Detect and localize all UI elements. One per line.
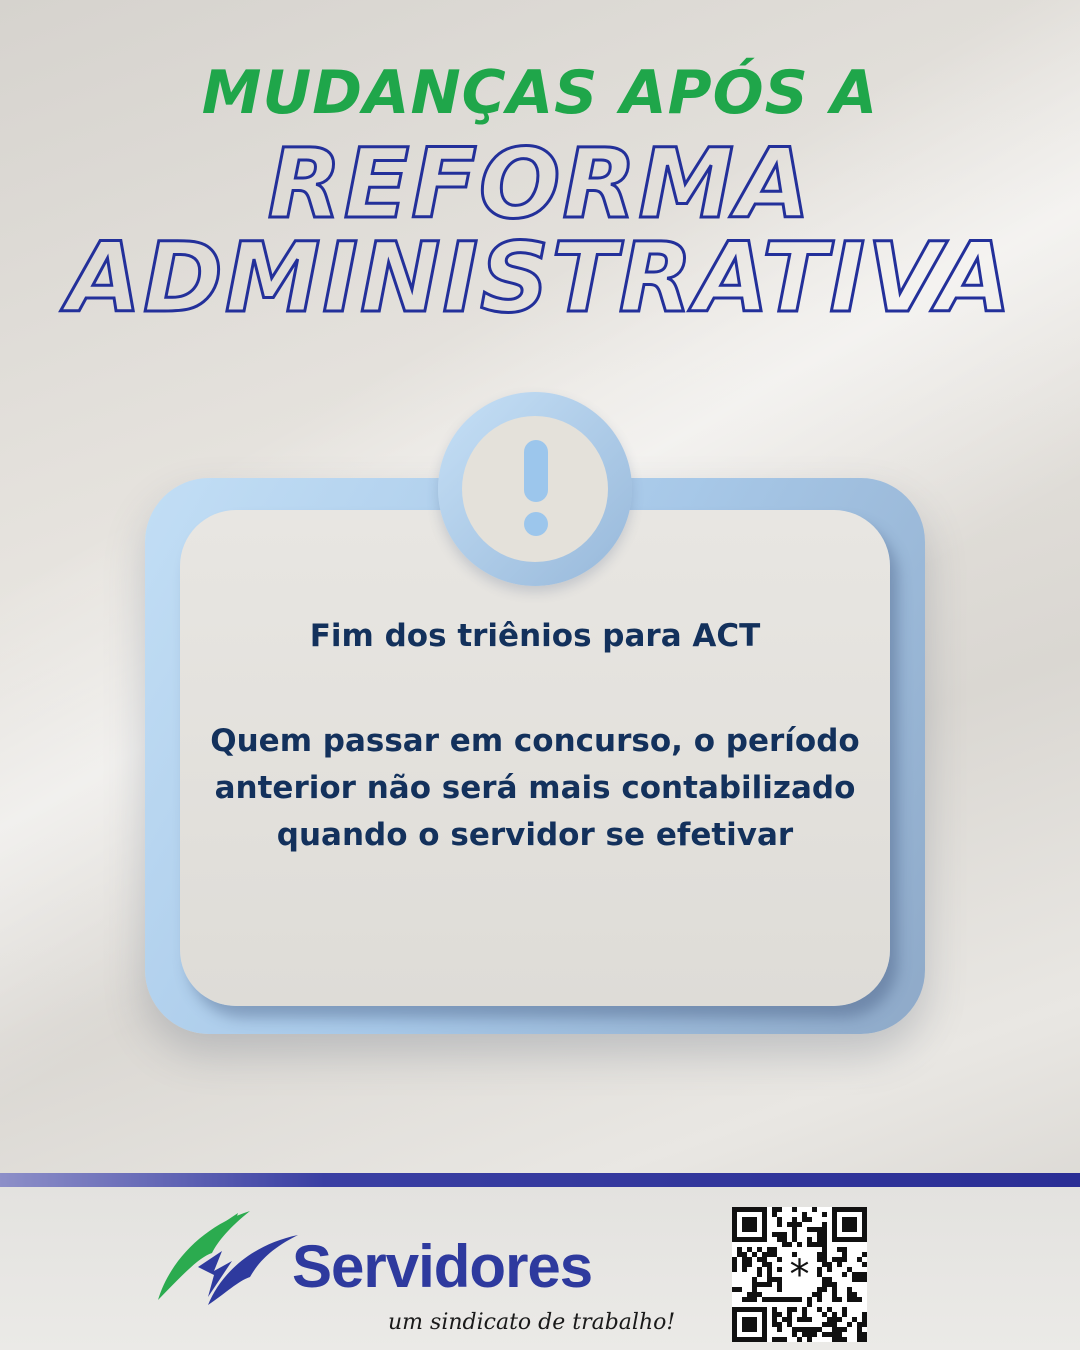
exclamation-bar: [524, 440, 548, 502]
title-line-3: ADMINISTRATIVA: [66, 222, 1014, 334]
svg-text:*: *: [789, 1252, 810, 1298]
footer-divider: [0, 1173, 1080, 1187]
title-line-2: REFORMA: [267, 128, 813, 240]
logo-name: Servidores: [292, 1233, 593, 1300]
exclamation-dot: [524, 512, 548, 536]
card-body: Quem passar em concurso, o período anterior não será mais contabilizado quando o servidor se efetivar: [210, 723, 860, 853]
title-line-1: MUDANÇAS APÓS A: [201, 58, 879, 128]
qr-code-icon[interactable]: [732, 1207, 867, 1342]
logo-tagline: um sindicato de trabalho!: [388, 1310, 676, 1335]
card-heading: Fim dos triênios para ACT: [309, 618, 761, 654]
hands-logo-icon: [150, 1205, 300, 1315]
